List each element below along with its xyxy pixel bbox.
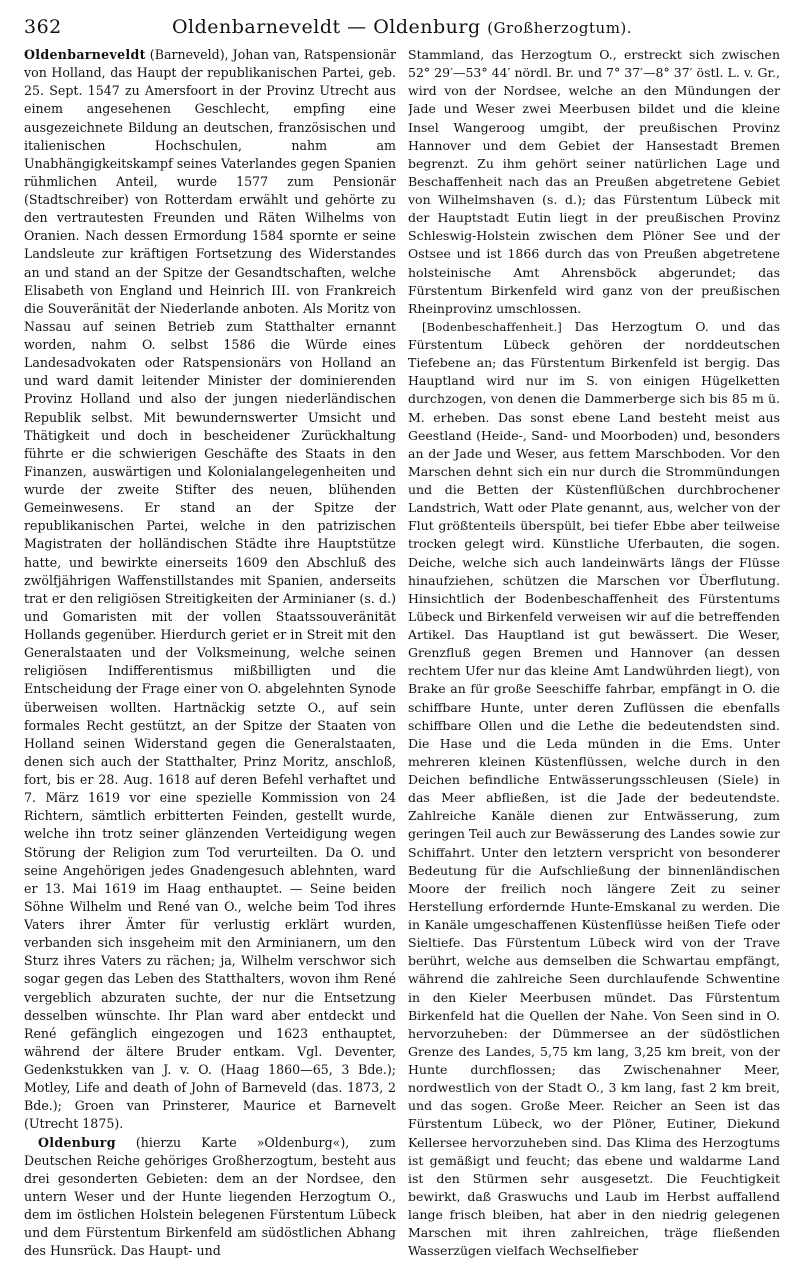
entry-lemma: Oldenbarneveldt [24,47,146,62]
entry-text: (hierzu Karte »Oldenburg«), zum Deutschen Reiche gehöriges Großherzogtum, besteht aus drei gesonderten Gebieten: dem an der Nordsee, den untern Weser und der Hunte liegenden Herzogtum O., dem im östlichen Holstein belegenen Fürstentum Lübeck und dem Fürstentum Birkenfeld am südöstlichen Abhang des Hunsrück. Das Haupt- und [24,1134,396,1259]
page-number: 362 [24,16,62,38]
page-header [24,12,780,42]
running-head [24,16,780,38]
entry-oldenbarneveldt [24,46,396,1134]
section-heading: [Bodenbeschaffenheit.] [422,319,562,334]
right-column [408,46,780,1268]
entry-text: (Barneveld), Johan van, Ratspensionär von Holland, das Haupt der republikanischen Partei, geb. 25. Sept. 1547 zu Amersfoort in der Provinz Utrecht aus einem angesehenen Geschlecht, empfing eine ausgezeichnete Bildung an deutschen, französischen und italienischen Hochschulen, nahm am Unabhängigkeitskampf seines Vaterlandes gegen Spanien rühmlichen Anteil, wurde 1577 zum Pensionär (Stadtschreiber) von Rotterdam erwählt und gehörte zu den vertrautesten Freunden und Räten Wilhelms von Oranien. Nach dessen Ermordung 1584 spornte er seine Landsleute zur kräftigen Fortsetzung des Widerstandes an und stand an der Spitze der Gesandtschaften, welche Elisabeth von England und Heinrich III. von Frankreich die Souveränität der Niederlande anboten. Als Moritz von Nassau auf seinen Betrieb zum Statthalter ernannt worden, nahm O. selbst 1586 die Würde eines Landesadvokaten oder Ratspensionärs von Holland an und ward damit leitender Minister der dominierenden Provinz Holland und also der jungen niederländischen Republik selbst. Mit bewundernswerter Umsicht und Thätigkeit und doch in bescheidener Zurückhaltung führte er die schwierigen Geschäfte des Staats in den Finanzen, auswärtigen und Kolonialangelegenheiten und wurde der zweite Stifter des neuen, blühenden Gemeinwesens. Er stand an der Spitze der republikanischen Partei, welche in den patrizischen Magistraten der holländischen Städte ihre Hauptstütze hatte, und bewirkte einerseits 1609 den Abschluß des zwölfjährigen Waffenstillstandes mit Spanien, anderseits trat er den religiösen Streitigkeiten der Arminianer (s. d.) und Gomaristen mit der vollen Staatssouveränität Hollands gegenüber. Hierdurch geriet er in Streit mit den Generalstaaten und der Volksmeinung, welche seinen religiösen Indifferentismus mißbilligten und die Entscheidung der Frage einer von O. abgelehnten Synode überweisen wollten. Hartnäckig setzte O., auf sein formales Recht gestützt, an der Spitze der Staaten von Holland seinen Widerstand gegen die Generalstaaten, denen sich auch der Statthalter, Prinz Moritz, anschloß, fort, bis er 28. Aug. 1618 auf deren Befehl verhaftet und 7. März 1619 vor eine spezielle Kommission von 24 Richtern, sämtlich erbitterten Feinden, gestellt wurde, welche ihn trotz seiner glänzenden Verteidigung wegen Störung der Religion zum Tod verurteilten. Da O. und seine Angehörigen jedes Gnadengesuch ablehnten, ward er 13. Mai 1619 im Haag enthauptet. — Seine beiden Söhne Wilhelm und René van O., welche beim Tod ihres Vaters ihrer Ämter für verlustig erklärt wurden, verbanden sich insgeheim mit den Arminianern, um den Sturz ihres Vaters zu rächen; ja, Wilhelm verschwor sich sogar gegen das Leben des Statthalters, wovon ihm René vergeblich abzuraten suchte, der nur die Entsetzung desselben wünschte. Ihr Plan ward aber entdeckt und René gefänglich eingezogen und 1623 enthauptet, während der ältere Bruder entkam. Vgl. Deventer, Gedenkstukken van J. v. O. (Haag 1860—65, 3 Bde.); Motley, Life and death of John of Barneveld (das. 1873, 2 Bde.); Groen van Prinsterer, Maurice et Barnevelt (Utrecht 1875). [24,47,396,1132]
running-head-title: Oldenbarneveldt — Oldenburg [171,16,481,38]
entry-oldenburg [24,1134,396,1261]
section-text: Das Herzogtum O. und das Fürstentum Lübeck gehören der norddeutschen Tiefebene an; das Fürstentum Birkenfeld ist bergig. Das Hauptland wird nur im S. von einigen Hügelketten durchzogen, von denen die Dammerberge sich bis 85 m ü. M. erheben. Das sonst ebene Land besteht meist aus Geestland (Heide-, Sand- und Moorboden) und, besonders an der Jade und Weser, aus fettem Marschboden. Vor den Marschen dehnt sich ein nur durch die Strommündungen und die Betten der Küstenflüßchen durchbrochener Landstrich, Watt oder Plate genannt, aus, welcher von der Flut größtenteils überspült, bei tiefer Ebbe aber teilweise trocken gelegt wird. Künstliche Uferbauten, die sogen. Deiche, welche sich auch landeinwärts längs der Flüsse hinaufziehen, schützen die Marschen vor Überflutung. Hinsichtlich der Bodenbeschaffenheit des Fürstentums Lübeck und Birkenfeld verweisen wir auf die betreffenden Artikel. Das Hauptland ist gut bewässert. Die Weser, Grenzfluß gegen Bremen und Hannover (an dessen rechtem Ufer nur das kleine Amt Landwührden liegt), von Brake an für große Seeschiffe fahrbar, empfängt in O. die schiffbare Hunte, unter deren Zuflüssen die ebenfalls schiffbare Ollen und die Lethe die bedeutendsten sind. Die Hase und die Leda münden in die Ems. Unter mehreren kleinen Küstenflüssen, welche durch in den Deichen befindliche Entwässerungsschleusen (Siele) in das Meer abfließen, ist die Jade der bedeutendste. Zahlreiche Kanäle dienen zur Entwässerung, zum geringen Teil auch zur Bewässerung des Landes sowie zur Schiffahrt. Unter den letztern verspricht von besonderer Bedeutung für die Aufschließung der binnenländischen Moore der freilich noch längere Zeit zu seiner Herstellung erfordernde Hunte-Emskanal zu werden. Die in Kanäle umgeschaffenen Küstenflüsse heißen Tiefe oder Sieltiefe. Das Fürstentum Lübeck wird von der Trave berührt, welche aus demselben die Schwartau empfängt, während die zahlreiche Seen durchlaufende Schwentine in den Kieler Meerbusen mündet. Das Fürstentum Birkenfeld hat die Quellen der Nahe. Von Seen sind in O. hervorzuheben: der Dümmersee an der südöstlichen Grenze des Landes, 5,75 km lang, 3,25 km breit, von der Hunte durchflossen; das Zwischenahner Meer, nordwestlich von der Stadt O., 3 km lang, fast 2 km breit, und das sogen. Große Meer. Reicher an Seen ist das Fürstentum Lübeck, wo der Plöner, Eutiner, Diekund Kellersee hervorzuheben sind. Das Klima des Herzogtums ist gemäßigt und feucht; das ebene und waldarme Land ist den Stürmen sehr ausgesetzt. Die Feuchtigkeit bewirkt, daß Graswuchs und Laub im Herbst auffallend lange frisch bleiben, hat aber in den niedrig gelegenen Marschen mit ihren zahlreichen, träge fließenden Wasserzügen vielfach Wechselfieber [408,318,780,1259]
entry-lemma: Oldenburg [38,1134,116,1150]
section-bodenbeschaffenheit [408,318,780,1261]
entry-text: Stammland, das Herzogtum O., erstreckt sich zwischen 52° 29′—53° 44′ nördl. Br. und 7° 37′—8° 37′ östl. L. v. Gr., wird von der Nordsee, welche an den Mündungen der Jade und Weser zwei Meerbusen bildet und die kleine Insel Wangeroog umgibt, der preußischen Provinz Hannover und dem Gebiet der Hansestadt Bremen begrenzt. Zu ihm gehört seiner natürlichen Lage und Beschaffenheit nach das an Preußen abgetretene Gebiet von Wilhelmshaven (s. d.); das Fürstentum Lübeck mit der Hauptstadt Eutin liegt in der preußischen Provinz Schleswig-Holstein zwischen dem Plöner See und der Ostsee und ist 1866 durch das von Preußen abgetretene holsteinische Amt Ahrensböck abgerundet; das Fürstentum Birkenfeld wird ganz von der preußischen Rheinprovinz umschlossen. [408,47,780,316]
left-column [24,46,396,1268]
entry-continuation [408,46,780,318]
running-head-subtitle: (Großherzogtum). [487,19,633,37]
text-columns [24,46,780,1268]
